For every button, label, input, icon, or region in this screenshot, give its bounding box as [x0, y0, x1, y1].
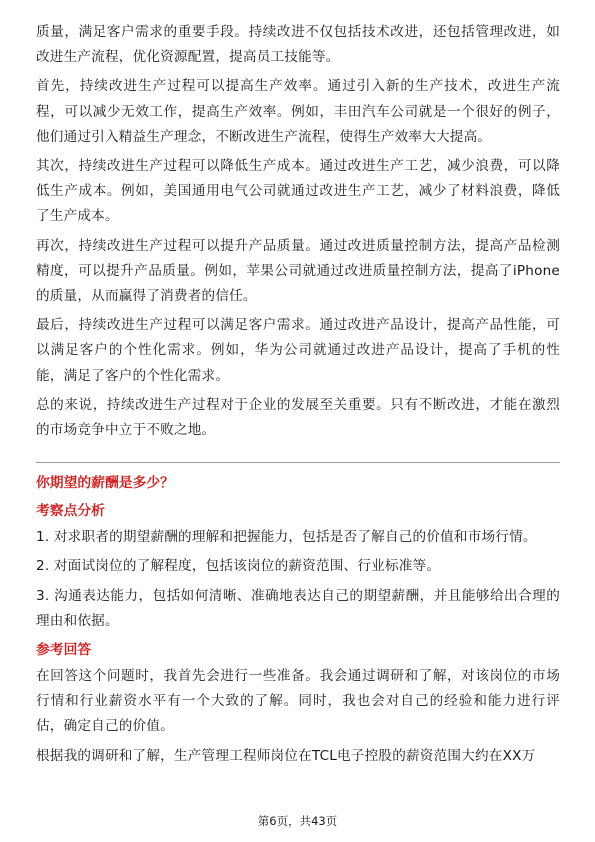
- page-content: [36, 20, 560, 773]
- body-paragraph: 质量，满足客户需求的重要手段。持续改进不仅包括技术改进，还包括管理改进，如改进生产流程，优化资源配置，提高员工技能等。: [36, 24, 560, 66]
- section-divider: [36, 462, 560, 463]
- body-paragraph: 其次，持续改进生产过程可以降低生产成本。通过改进生产工艺，减少浪费，可以降低生产成本。例如，美国通用电气公司就通过改进生产工艺，减少了材料浪费，降低了生产成本。: [36, 158, 560, 225]
- analysis-item: 2. 对面试岗位的了解程度，包括该岗位的薪资范围、行业标准等。: [36, 558, 441, 575]
- answer-paragraph: 在回答这个问题时，我首先会进行一些准备。我会通过调研和了解，对该岗位的市场行情和行业薪资水平有一个大致的了解。同时，我也会对自己的经验和能力进行评估，确定自己的价值。: [36, 668, 560, 735]
- answer-heading: 参考回答: [36, 642, 92, 659]
- body-paragraph: 总的来说，持续改进生产过程对于企业的发展至关重要。只有不断改进，才能在激烈的市场竞争中立于不败之地。: [36, 396, 560, 439]
- analysis-item: 3. 沟通表达能力，包括如何清晰、准确地表达自己的期望薪酬，并且能够给出合理的理由和依据。: [36, 587, 560, 629]
- page-number: 第6页，共43页: [257, 814, 338, 828]
- body-paragraph: 再次，持续改进生产过程可以提升产品质量。通过改进质量控制方法，提高产品检测精度，可以提升产品质量。例如，苹果公司就通过改进质量控制方法，提高了iPhone的质量，从而赢得了消费者的信任。: [36, 237, 560, 305]
- analysis-item: 1. 对求职者的期望薪酬的理解和把握能力，包括是否了解自己的价值和市场行情。: [36, 529, 537, 546]
- answer-paragraph: 根据我的调研和了解，生产管理工程师岗位在TCL电子控股的薪资范围大约在XX万: [36, 747, 536, 764]
- analysis-heading: 考察点分析: [36, 503, 105, 520]
- body-paragraph: 首先，持续改进生产过程可以提高生产效率。通过引入新的生产技术，改进生产流程，可以减少无效工作，提高生产效率。例如，丰田汽车公司就是一个很好的例子，他们通过引入精益生产理念，不断改进生产流程，使得生产效率大大提高。: [36, 78, 560, 145]
- body-paragraph: 最后，持续改进生产过程可以满足客户需求。通过改进产品设计，提高产品性能，可以满足客户的个性化需求。例如，华为公司就通过改进产品设计，提高了手机的性能，满足了客户的个性化需求。: [36, 317, 560, 384]
- question-title: 你期望的薪酬是多少？: [36, 475, 174, 492]
